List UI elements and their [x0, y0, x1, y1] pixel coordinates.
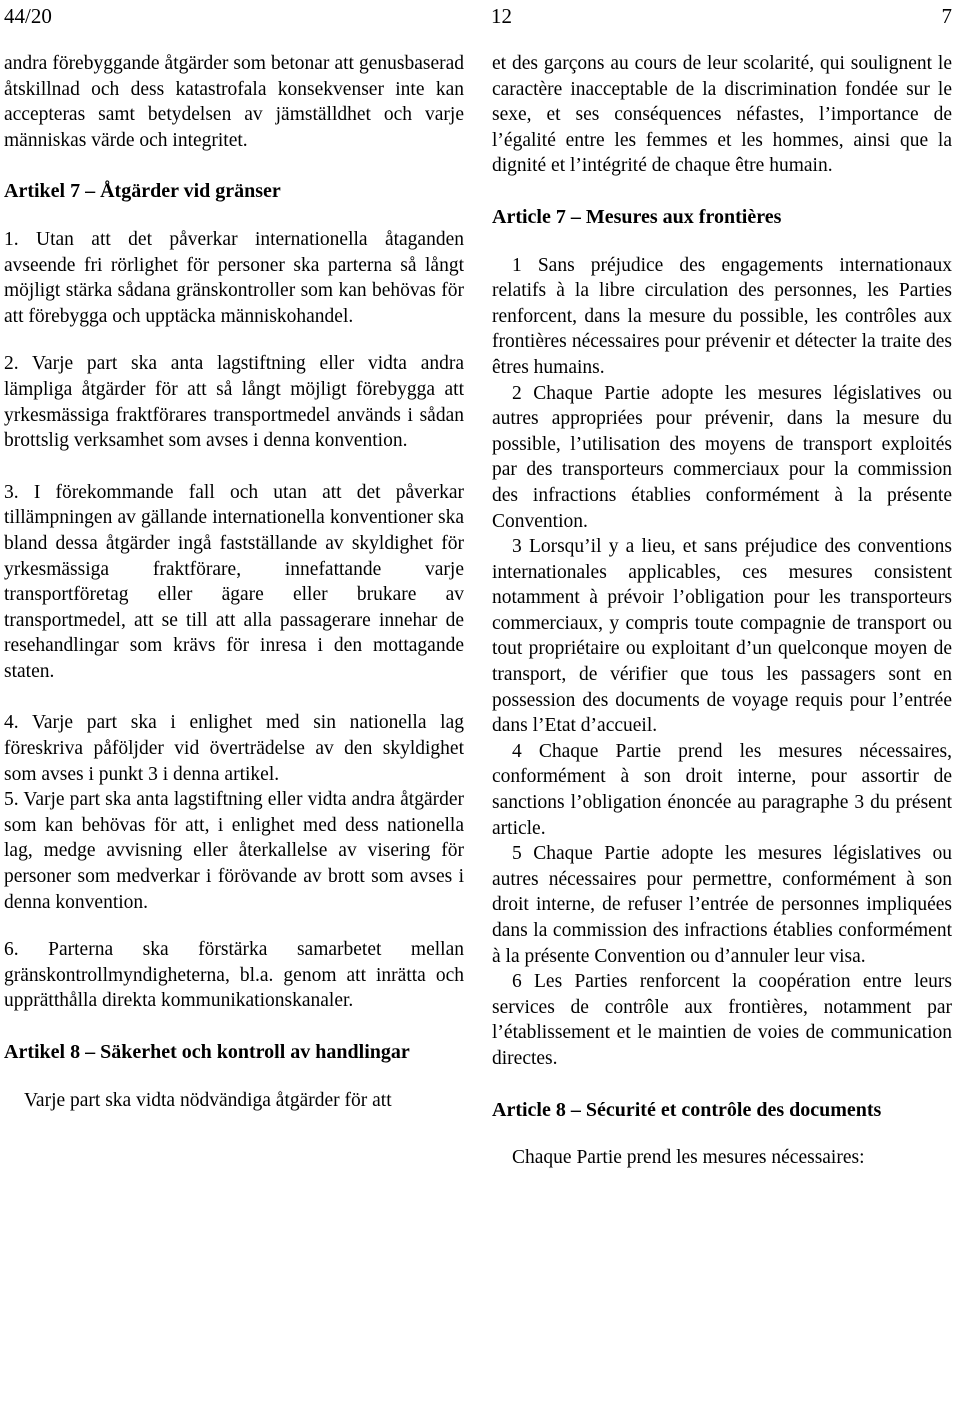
article-7-para-1: 1. Utan att det påverkar internationella åtaganden avseende fri rörlighet för personer ska parterna så långt möjligt stärka sådana gränskontroller som kan behövas för att förebygga och upptäcka människohandel.	[4, 228, 464, 327]
intro-paragraph: andra förebyggande åtgärder som betonar att genusbaserad åtskillnad och dess katastrofala konsekvenser inte kan accepteras samt betydelsen av jämställdhet och varje människas värde och integritet.	[4, 53, 464, 151]
french-column	[492, 51, 952, 1171]
page-number-right: 7	[941, 4, 952, 28]
article-7-para-4: 4 Chaque Partie prend les mesures nécessaires, conformément à son droit interne, pour assortir de sanctions l’obligation énoncée au paragraphe 3 du présent article.	[492, 740, 952, 839]
article-7-para-2: 2 Chaque Partie adopte les mesures législatives ou autres appropriées pour prévenir, dans la mesure du possible, l’utilisation des moyens de transport exploités par des transporteurs commerciaux pour la commission des infractions établies conformément à la présente Convention.	[492, 382, 952, 532]
article-7-para-6: 6 Les Parties renforcent la coopération entre leurs services de contrôle aux frontières, notamment par l’établissement et le maintien de voies de communication directes.	[492, 971, 952, 1069]
article-8-para-1: Varje part ska vidta nödvändiga åtgärder för att	[24, 1089, 392, 1111]
page-number-center: 12	[491, 4, 512, 28]
page-number-left: 44/20	[4, 4, 52, 28]
article-7-heading: Artikel 7 – Åtgärder vid gränser	[4, 180, 281, 203]
swedish-column	[4, 51, 464, 1113]
article-7-para-2: 2. Varje part ska anta lagstiftning eller vidta andra lämpliga åtgärder för att så långt möjligt förebygga att yrkesmässiga fraktförares transportmedel används i sådan brottslig verksamhet som avses i denna konvention.	[4, 353, 464, 452]
article-8-para-1: Chaque Partie prend les mesures nécessaires:	[512, 1147, 865, 1169]
article-7-para-5: 5 Chaque Partie adopte les mesures législatives ou autres nécessaires pour permettre, conformément à son droit interne, de refuser l’entrée de personnes impliquées dans la commission des infractions établies conformément à la présente Convention ou d’annuler leur visa.	[492, 843, 952, 967]
intro-paragraph: et des garçons au cours de leur scolarité, qui soulignent le caractère inacceptable de la discrimination fondée sur le sexe, et ses conséquences néfastes, l’importance de l’égalité entre les femmes et les hommes, ainsi que la dignité et l’intégrité de chaque être humain.	[492, 53, 952, 177]
article-7-para-1: 1 Sans préjudice des engagements internationaux relatifs à la libre circulation des personnes, les Parties renforcent, dans la mesure du possible, les contrôles aux frontières nécessaires pour prévenir et détecter la traite des êtres humains.	[492, 254, 952, 378]
article-7-para-5: 5. Varje part ska anta lagstiftning eller vidta andra åtgärder som kan behövas för att, i enlighet med dess nationella lag, medge avvisning eller återkallelse av visering för personer som medverkar i förövande av brott som avses i denna konvention.	[4, 789, 464, 913]
article-7-para-3: 3 Lorsqu’il y a lieu, et sans préjudice des conventions internationales applicables, ces mesures consistent notamment à prévoir l’obligation pour les transporteurs commerciaux, y compris toute compagnie de transport ou tout propriétaire ou exploitant d’un quelconque moyen de transport, de vérifier que tous les passagers sont en possession des documents de voyage requis pour l’entrée dans l’Etat d’accueil.	[492, 536, 952, 737]
article-7-heading: Article 7 – Mesures aux frontières	[492, 205, 782, 228]
article-8-heading: Article 8 – Sécurité et contrôle des documents	[492, 1098, 882, 1121]
article-7-para-4: 4. Varje part ska i enlighet med sin nationella lag föreskriva påföljder vid överträdelse av den skyldighet som avses i punkt 3 i denna artikel.	[4, 712, 464, 785]
article-7-para-3: 3. I förekommande fall och utan att det påverkar tillämpningen av gällande internationella konventioner ska bland dessa åtgärder ingå fastställande av skyldighet för yrkesmässiga fraktförare, innefattande varje transportföretag eller ägare eller brukare av transportmedel, att se till att alla passagerare innehar de resehandlingar som krävs för inresa i den mottagande staten.	[4, 481, 464, 682]
article-7-para-6: 6. Parterna ska förstärka samarbetet mellan gränskontrollmyndigheterna, bl.a. genom att inrätta och upprätthålla direkta kommunikationskanaler.	[4, 939, 464, 1012]
article-8-heading: Artikel 8 – Säkerhet och kontroll av handlingar	[4, 1041, 410, 1063]
